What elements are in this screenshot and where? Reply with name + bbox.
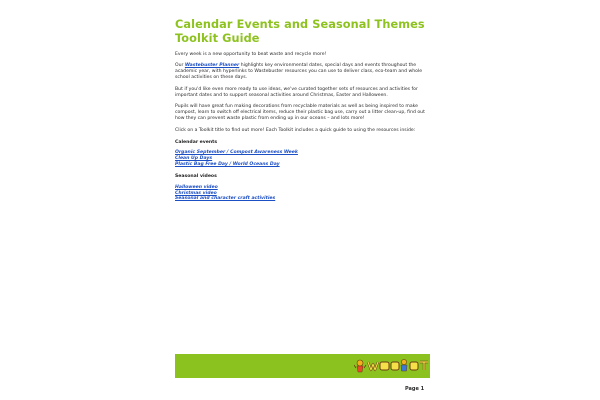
page-number: Page 1 <box>405 386 425 392</box>
planner-text-before: Our <box>175 63 185 69</box>
clean-up-days-link[interactable]: Clean Up Days <box>175 156 213 162</box>
christmas-video-link[interactable]: Christmas video <box>175 190 217 196</box>
activities-paragraph: Pupils will have great fun making decorations from recyclable materials as well as being inspired to make compost, learn to switch off electrical items, reduce their plastic bag use, carry out a litter clean-up, find out how they can prevent waste plastic from ending up in our oceans – and lots more! <box>175 104 425 122</box>
seasonal-craft-activities-link[interactable]: Seasonal and character craft activities <box>175 196 276 202</box>
document-body <box>175 18 430 202</box>
calendar-events-list <box>175 150 430 168</box>
toolkit-instructions-paragraph: Click on a Toolkit title to find out more! Each Toolkit includes a quick guide to using the resources inside: <box>175 127 416 133</box>
document-title: Calendar Events and Seasonal Themes Toolkit Guide <box>175 18 425 45</box>
intro-paragraph: Every week is a new opportunity to beat waste and recycle more! <box>175 52 327 57</box>
seasonal-videos-heading: Seasonal videos <box>175 174 217 179</box>
planner-text-after: highlights key environmental dates, special days and events throughout the academic year, with hyperlinks to Wastebuster resources you can use to deliver class, eco-team and whole school activities on these days. <box>175 63 423 81</box>
plastic-bag-free-day-link[interactable]: Plastic Bag Free Day / World Oceans Day <box>175 162 280 168</box>
organic-september-link[interactable]: Organic September / Compost Awareness Week <box>175 150 298 156</box>
calendar-events-heading: Calendar events <box>175 139 218 145</box>
halloween-video-link[interactable]: Halloween video <box>175 184 218 190</box>
wastebuster-logo-icon <box>354 357 430 375</box>
resources-paragraph: But if you'd like even more ready to use ideas, we've curated together sets of resources and activities for important dates and to support seasonal activities around Christmas, Easter and Halloween. <box>175 86 418 98</box>
planner-paragraph <box>175 63 430 81</box>
wastebuster-planner-link[interactable]: Wastebuster Planner <box>184 63 240 69</box>
seasonal-videos-list <box>175 185 430 203</box>
